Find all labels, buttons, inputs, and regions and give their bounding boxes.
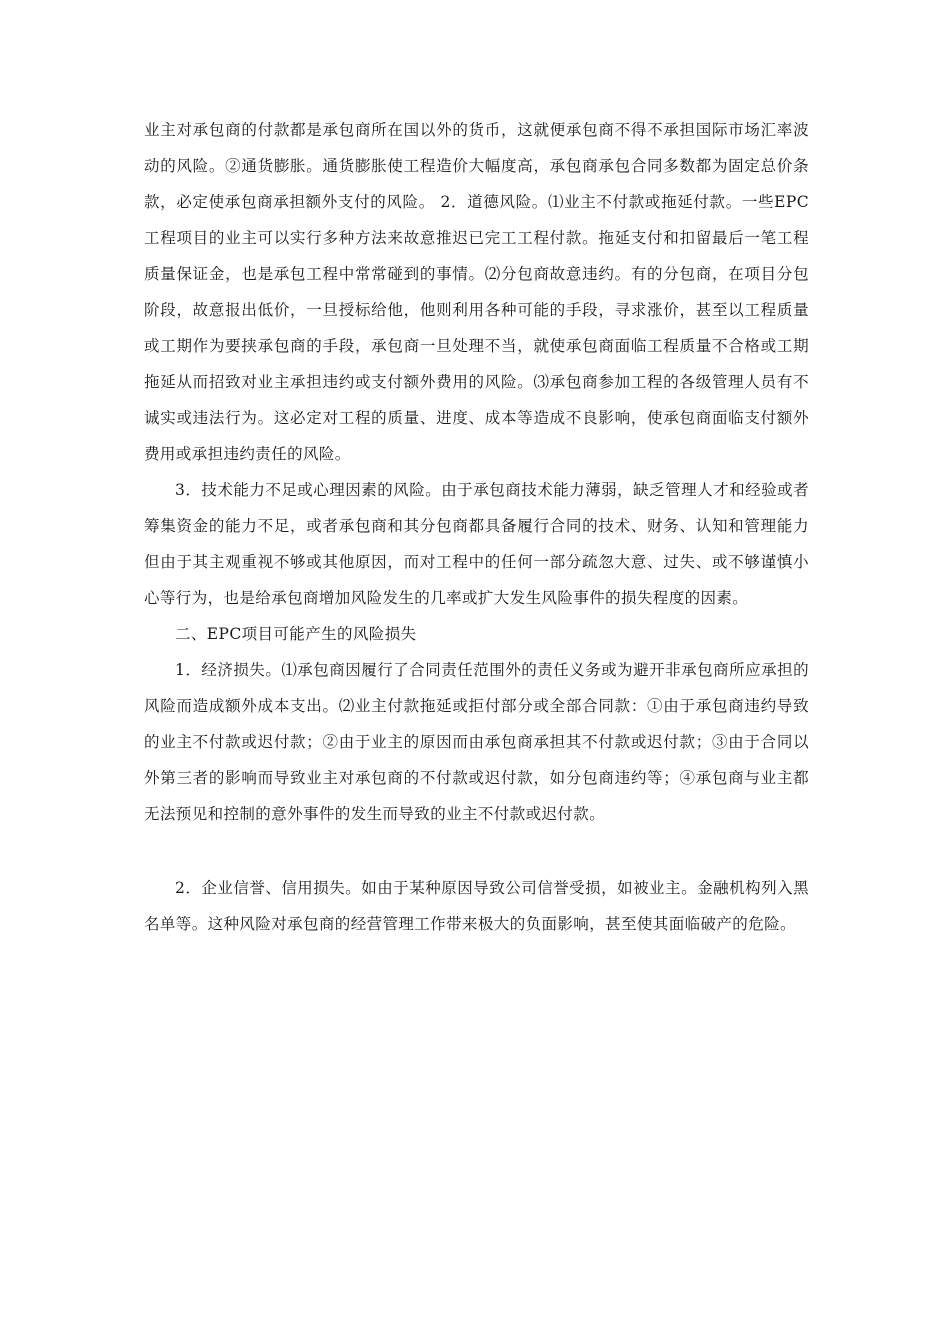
paragraph-reputation-loss: 2．企业信誉、信用损失。如由于某种原因导致公司信誉受损，如被业主。金融机构列入黑名单等。这种风险对承包商的经营管理工作带来极大的负面影响，甚至使其面临破产的危险。 [144, 879, 809, 933]
paragraph-technical-risk: 3．技术能力不足或心理因素的风险。由于承包商技术能力薄弱，缺乏管理人才和经验或者筹集资金的能力不足，或者承包商和其分包商都具备履行合同的技术、财务、认知和管理能力但由于其主观重视不够或其他原因，而对工程中的任何一部分疏忽大意、过失、或不够谨慎小心等行为，也是给承包商增加风险发生的几率或扩大发生风险事件的损失程度的因素。 [144, 481, 809, 607]
paragraph-economic-loss: 1．经济损失。⑴承包商因履行了合同责任范围外的责任义务或为避开非承包商所应承担的风险而造成额外成本支出。⑵业主付款拖延或拒付部分或全部合同款：①由于承包商违约导致的业主不付款或迟付款；②由于业主的原因而由承包商承担其不付款或迟付款；③由于合同以外第三者的影响而导致业主对承包商的不付款或迟付款，如分包商违约等；④承包商与业主都无法预见和控制的意外事件的发生而导致的业主不付款或迟付款。 [144, 661, 809, 823]
paragraph-risk-continued: 业主对承包商的付款都是承包商所在国以外的货币，这就便承包商不得不承担国际市场汇率波动的风险。②通货膨胀。通货膨胀使工程造价大幅度高，承包商承包合同多数都为固定总价条款，必定使承包商承担额外支付的风险。 2．道德风险。⑴业主不付款或拖延付款。一些EPC工程项目的业主可以实行多种方法来故意推迟已完工工程付款。拖延支付和扣留最后一笔工程质量保证金，也是承包工程中常常碰到的事情。⑵分包商故意违约。有的分包商，在项目分包阶段，故意报出低价，一旦授标给他，他则利用各种可能的手段，寻求涨价，甚至以工程质量或工期作为要挟承包商的手段，承包商一旦处理不当，就使承包商面临工程质量不合格或工期拖延从而招致对业主承担违约或支付额外费用的风险。⑶承包商参加工程的各级管理人员有不诚实或违法行为。这必定对工程的质量、进度、成本等造成不良影响，使承包商面临支付额外费用或承担违约责任的风险。 [144, 121, 809, 463]
paragraph-spacer [144, 832, 809, 870]
section-heading-risk-losses: 二、EPC项目可能产生的风险损失 [175, 625, 417, 643]
document-body [144, 112, 809, 942]
